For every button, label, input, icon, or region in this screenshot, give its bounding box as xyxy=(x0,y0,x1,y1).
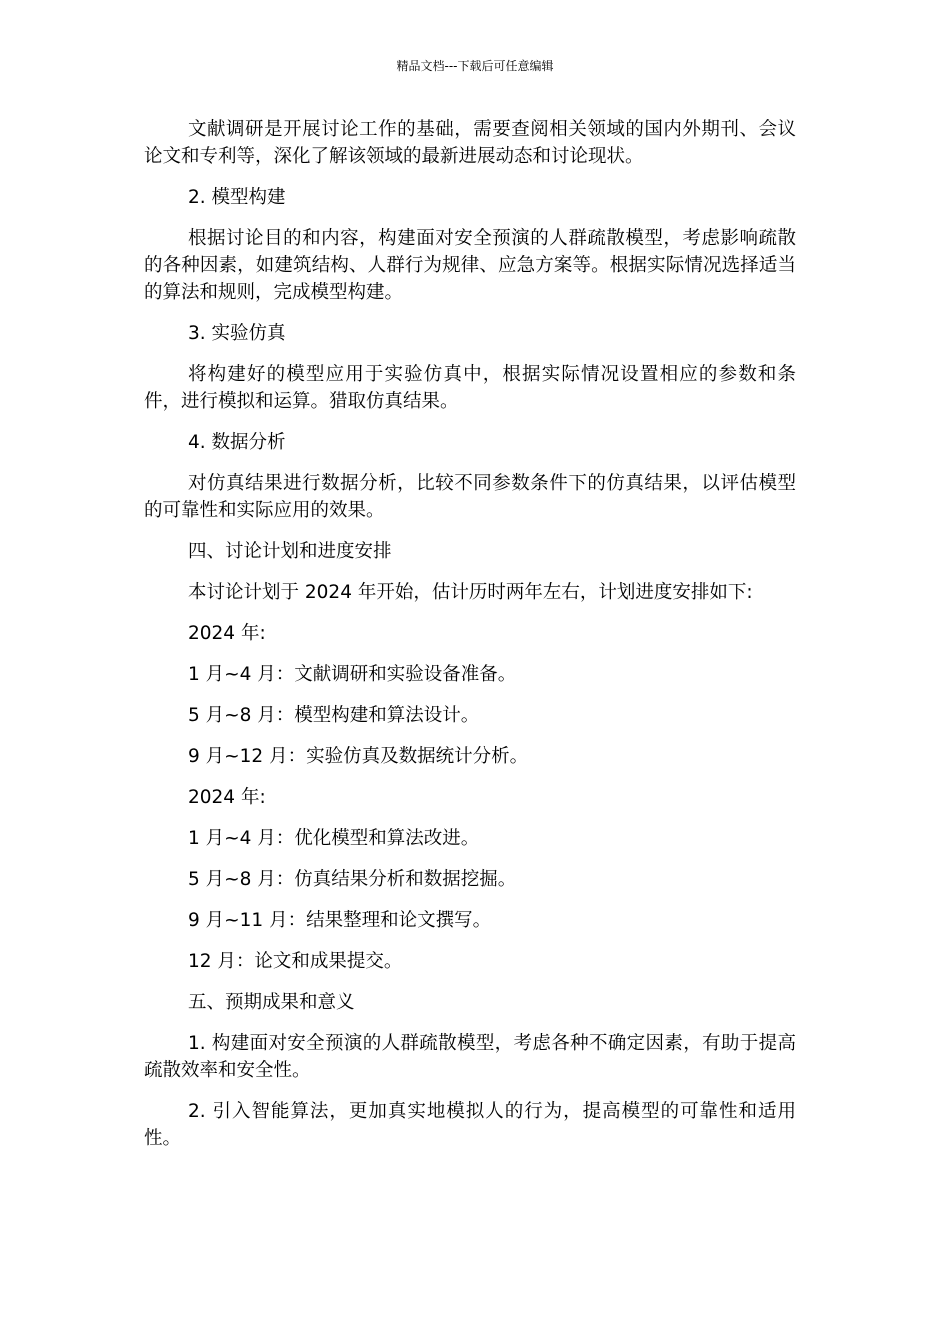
paragraph-schedule-intro: 本讨论计划于 2024 年开始，估计历时两年左右，计划进度安排如下: xyxy=(188,582,753,603)
outcome-item: 2. 引入智能算法，更加真实地模拟人的行为，提高模型的可靠性和适用性。 xyxy=(144,1101,796,1149)
schedule-item: 1 月~4 月：文献调研和实验设备准备。 xyxy=(188,664,517,685)
page-header: 精品文档---下载后可任意编辑 xyxy=(396,59,554,73)
schedule-item: 5 月~8 月：仿真结果分析和数据挖掘。 xyxy=(188,869,517,890)
outcome-item: 1. 构建面对安全预演的人群疏散模型，考虑各种不确定因素，有助于提高疏散效率和安全性。 xyxy=(144,1033,796,1081)
document-body xyxy=(144,116,796,1166)
schedule-item: 1 月~4 月：优化模型和算法改进。 xyxy=(188,828,480,849)
paragraph-model-building: 根据讨论目的和内容，构建面对安全预演的人群疏散模型，考虑影响疏散的各种因素，如建筑结构、人群行为规律、应急方案等。根据实际情况选择适当的算法和规则，完成模型构建。 xyxy=(144,228,796,303)
heading-simulation: 3. 实验仿真 xyxy=(188,323,286,344)
paragraph-simulation: 将构建好的模型应用于实验仿真中，根据实际情况设置相应的参数和条件，进行模拟和运算。猎取仿真结果。 xyxy=(144,364,796,412)
paragraph-data-analysis: 对仿真结果进行数据分析，比较不同参数条件下的仿真结果，以评估模型的可靠性和实际应用的效果。 xyxy=(144,473,796,521)
schedule-year-2: 2024 年: xyxy=(188,787,266,808)
heading-model-building: 2. 模型构建 xyxy=(188,187,286,208)
section-heading-outcomes: 五、预期成果和意义 xyxy=(188,992,355,1013)
schedule-item: 9 月~12 月：实验仿真及数据统计分析。 xyxy=(188,746,529,767)
schedule-item: 5 月~8 月：模型构建和算法设计。 xyxy=(188,705,480,726)
section-heading-schedule: 四、讨论计划和进度安排 xyxy=(188,541,392,562)
schedule-item: 12 月：论文和成果提交。 xyxy=(188,951,403,972)
heading-data-analysis: 4. 数据分析 xyxy=(188,432,286,453)
schedule-year-1: 2024 年: xyxy=(188,623,266,644)
paragraph-literature-review: 文献调研是开展讨论工作的基础，需要查阅相关领域的国内外期刊、会议论文和专利等，深化了解该领域的最新进展动态和讨论现状。 xyxy=(144,119,796,167)
schedule-item: 9 月~11 月：结果整理和论文撰写。 xyxy=(188,910,492,931)
